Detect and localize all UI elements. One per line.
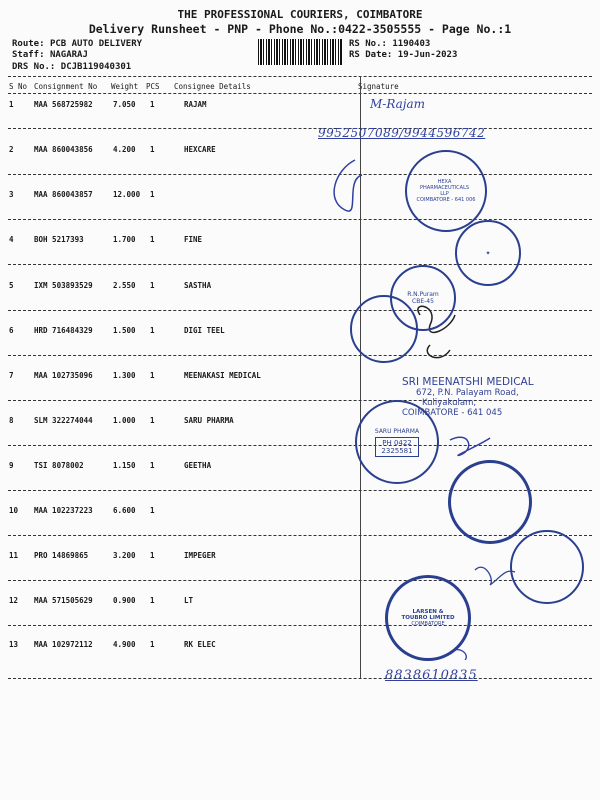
row-pcs: 1 <box>150 190 155 199</box>
rs-date-value: 19-Jun-2023 <box>397 50 458 60</box>
row-sno: 12 <box>9 596 19 605</box>
row-pcs: 1 <box>150 551 155 560</box>
rs-no-label: RS No.: <box>349 39 387 49</box>
rs-date-field <box>349 50 457 60</box>
runsheet-subtitle: Delivery Runsheet - PNP - Phone No.:0422-3505555 - Page No.:1 <box>88 22 512 36</box>
row-weight: 3.200 <box>113 551 136 560</box>
staff-field <box>12 50 88 60</box>
row-consignee: DIGI TEEL <box>184 326 225 335</box>
stamp-line: COIMBATORE - 641 045 <box>402 408 503 418</box>
rs-date-label: RS Date: <box>349 50 393 60</box>
row-weight: 1.300 <box>113 371 136 380</box>
rs-no-field <box>349 39 430 49</box>
row-pcs: 1 <box>150 416 155 425</box>
saru-stamp-ph1: PH 0422 <box>382 438 412 447</box>
round-stamp <box>350 295 418 363</box>
saru-pharma-stamp <box>355 400 439 484</box>
row-weight: 7.050 <box>113 100 136 109</box>
dark-round-stamp <box>448 460 532 544</box>
row-consignee: RK ELEC <box>184 640 216 649</box>
rn-stamp-text: R.N.Puram CBE-45 <box>407 291 439 305</box>
row-consignment: MAA 860043856 <box>34 145 93 154</box>
signature-rajam: M-Rajam <box>370 97 426 111</box>
staff-label: Staff: <box>12 50 45 60</box>
drs-value: DCJB119040301 <box>60 62 132 72</box>
col-pcs: PCS <box>146 82 160 91</box>
row-sno: 4 <box>9 235 14 244</box>
row-pcs: 1 <box>150 596 155 605</box>
stamp-line: 672, P.N. Palayam Road, <box>416 388 519 398</box>
row-consignment: MAA 102972112 <box>34 640 93 649</box>
row-consignee: SASTHA <box>184 281 212 290</box>
row-sno: 13 <box>9 640 19 649</box>
row-consignee: HEXCARE <box>184 145 216 154</box>
table-row <box>0 100 600 116</box>
stamp-line: SRI MEENATSHI MEDICAL <box>402 376 534 388</box>
staff-value: NAGARAJ <box>49 50 88 60</box>
row-sno: 7 <box>9 371 14 380</box>
row-pcs: 1 <box>150 281 155 290</box>
row-weight: 6.600 <box>113 506 136 515</box>
row-pcs: 1 <box>150 326 155 335</box>
row-consignee: FINE <box>184 235 203 244</box>
row-consignee: MEENAKASI MEDICAL <box>184 371 261 380</box>
row-sno: 6 <box>9 326 14 335</box>
row-weight: 1.700 <box>113 235 136 244</box>
row-pcs: 1 <box>150 145 155 154</box>
drs-field <box>12 62 131 72</box>
row-pcs: 1 <box>150 235 155 244</box>
round-stamp <box>510 530 584 604</box>
col-weight: Weight <box>111 82 139 91</box>
row-consignment: MAA 102237223 <box>34 506 93 515</box>
route-label: Route: <box>12 39 45 49</box>
row-pcs: 1 <box>150 371 155 380</box>
row-consignment: BOH 5217393 <box>34 235 84 244</box>
hexa-stamp-name: HEXA PHARMACEUTICALS LLP <box>420 179 470 197</box>
row-weight: 1.000 <box>113 416 136 425</box>
row-weight: 4.900 <box>113 640 136 649</box>
row-sno: 9 <box>9 461 14 470</box>
col-consignment: Consignment No <box>34 82 98 91</box>
route-field <box>12 39 142 49</box>
larsen-toubro-stamp <box>385 575 471 661</box>
barcode <box>258 39 342 65</box>
hexa-pharma-stamp <box>405 150 487 232</box>
row-consignment: SLM 322274044 <box>34 416 93 425</box>
handwritten-phone: 8838610835 <box>385 668 478 683</box>
row-consignment: MAA 568725982 <box>34 100 93 109</box>
row-pcs: 1 <box>150 506 155 515</box>
saru-stamp-ph2: 2325581 <box>381 446 413 455</box>
row-sno: 2 <box>9 145 14 154</box>
rs-no-value: 1190403 <box>392 39 431 49</box>
row-consignee: RAJAM <box>184 100 207 109</box>
col-sno: S No <box>9 82 28 91</box>
row-consignment: MAA 102735096 <box>34 371 93 380</box>
row-weight: 12.000 <box>113 190 141 199</box>
row-sno: 11 <box>9 551 19 560</box>
row-pcs: 1 <box>150 640 155 649</box>
row-weight: 1.500 <box>113 326 136 335</box>
row-sno: 5 <box>9 281 14 290</box>
lt-stamp-city: COIMBATORE <box>411 621 445 627</box>
row-consignment: TSI 8078002 <box>34 461 84 470</box>
row-weight: 2.550 <box>113 281 136 290</box>
product-enterprises-stamp: ✦ <box>455 220 521 286</box>
header-top-rule <box>8 76 592 77</box>
row-consignment: PRO 14869865 <box>34 551 89 560</box>
col-signature: Signature <box>358 82 399 91</box>
row-divider <box>8 678 592 679</box>
row-sno: 3 <box>9 190 14 199</box>
row-weight: 4.200 <box>113 145 136 154</box>
row-pcs: 1 <box>150 461 155 470</box>
lt-stamp-outer: LARSEN & TOUBRO LIMITED <box>401 609 455 621</box>
row-consignee: LT <box>184 596 194 605</box>
handwritten-phones: 9952507089/9944596742 <box>318 126 486 140</box>
row-consignment: IXM 503893529 <box>34 281 93 290</box>
row-sno: 8 <box>9 416 14 425</box>
row-pcs: 1 <box>150 100 155 109</box>
row-divider <box>8 128 592 129</box>
route-value: PCB AUTO DELIVERY <box>49 39 143 49</box>
saru-stamp-name: SARU PHARMA <box>374 427 420 435</box>
row-consignee: SARU PHARMA <box>184 416 234 425</box>
col-consignee: Consignee Details <box>174 82 251 91</box>
stamp-line: Kuliyakulam, <box>422 398 477 408</box>
row-weight: 0.900 <box>113 596 136 605</box>
header-bottom-rule <box>8 93 592 94</box>
row-sno: 1 <box>9 100 14 109</box>
row-sno: 10 <box>9 506 19 515</box>
company-title: THE PROFESSIONAL COURIERS, COIMBATORE <box>177 8 423 21</box>
row-consignment: HRD 716484329 <box>34 326 93 335</box>
row-weight: 1.150 <box>113 461 136 470</box>
drs-label: DRS No.: <box>12 62 56 72</box>
row-consignee: GEETHA <box>184 461 212 470</box>
row-consignee: IMPEGER <box>184 551 216 560</box>
row-consignment: MAA 860043857 <box>34 190 93 199</box>
hexa-stamp-city: COIMBATORE - 641 006 <box>416 197 476 203</box>
row-consignment: MAA 571505629 <box>34 596 93 605</box>
